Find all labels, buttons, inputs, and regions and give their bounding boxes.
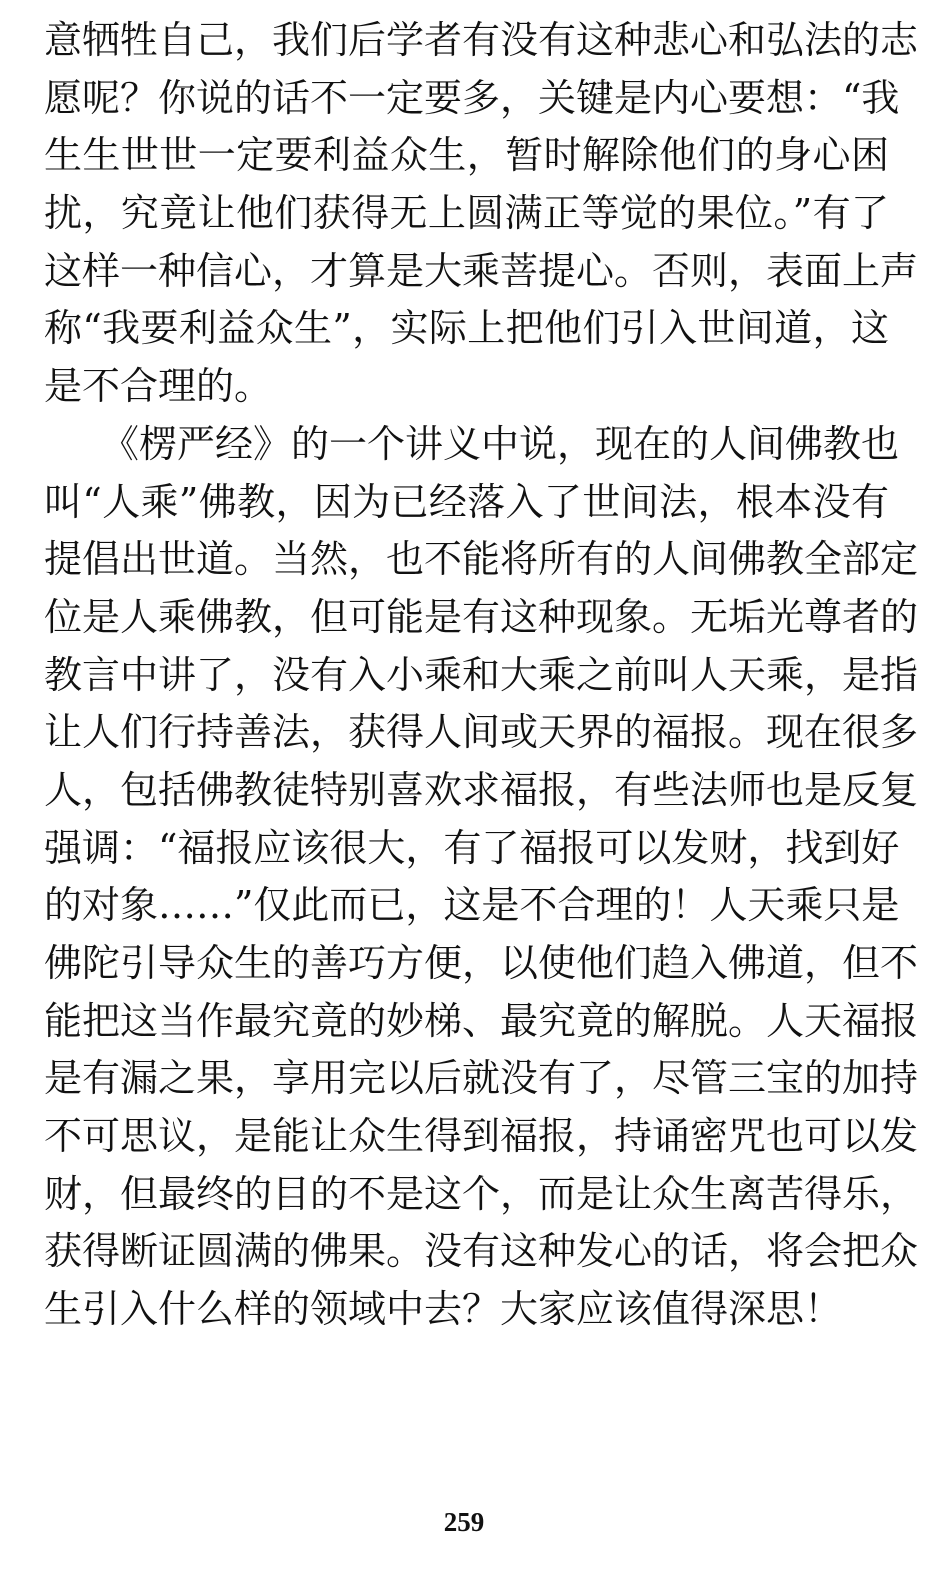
text-line-9: 叫“人乘”佛教，因为已经落入了世间法，根本没有 xyxy=(44,479,889,524)
text-line-13: 让人们行持善法，获得人间或天界的福报。现在很多 xyxy=(44,710,919,755)
text-line-7: 是不合理的。 xyxy=(44,364,273,409)
text-line-20: 不可思议，是能让众生得到福报，持诵密咒也可以发 xyxy=(44,1114,919,1159)
text-line-18: 能把这当作最究竟的妙梯、最究竟的解脱。人天福报 xyxy=(44,998,919,1043)
body-text xyxy=(44,12,919,1339)
text-line-1: 意牺牲自己，我们后学者有没有这种悲心和弘法的志 xyxy=(44,18,919,62)
text-line-11: 位是人乘佛教，但可能是有这种现象。无垢光尊者的 xyxy=(44,594,919,639)
text-line-21: 财，但最终的目的不是这个，而是让众生离苦得乐， xyxy=(44,1171,919,1216)
text-line-23: 生引入什么样的领域中去？大家应该值得深思！ xyxy=(44,1287,843,1332)
text-line-14: 人，包括佛教徒特别喜欢求福报，有些法师也是反复 xyxy=(44,767,919,812)
text-line-5: 这样一种信心，才算是大乘菩提心。否则，表面上声 xyxy=(44,248,919,293)
text-line-12: 教言中讲了，没有入小乘和大乘之前叫人天乘，是指 xyxy=(44,652,919,697)
text-line-22: 获得断证圆满的佛果。没有这种发心的话，将会把众 xyxy=(44,1229,919,1274)
text-line-17: 佛陀引导众生的善巧方便，以使他们趋入佛道，但不 xyxy=(44,941,919,985)
text-line-2: 愿呢？你说的话不一定要多，关键是内心要想：“我 xyxy=(44,75,900,120)
page-number: 259 xyxy=(443,1507,485,1537)
text-line-4: 扰，究竟让他们获得无上圆满正等觉的果位。”有了 xyxy=(44,191,889,236)
text-line-8: 《楞严经》的一个讲义中说，现在的人间佛教也 xyxy=(44,421,900,466)
text-line-3: 生生世世一定要利益众生，暂时解除他们的身心困 xyxy=(44,133,889,178)
text-line-19: 是有漏之果，享用完以后就没有了，尽管三宝的加持 xyxy=(44,1056,919,1101)
text-line-6: 称“我要利益众生”，实际上把他们引入世间道，这 xyxy=(44,306,889,351)
text-line-15: 强调：“福报应该很大，有了福报可以发财，找到好 xyxy=(44,825,900,870)
text-line-16: 的对象……”仅此而已，这是不合理的！人天乘只是 xyxy=(44,883,900,928)
text-line-10: 提倡出世道。当然，也不能将所有的人间佛教全部定 xyxy=(44,537,919,582)
